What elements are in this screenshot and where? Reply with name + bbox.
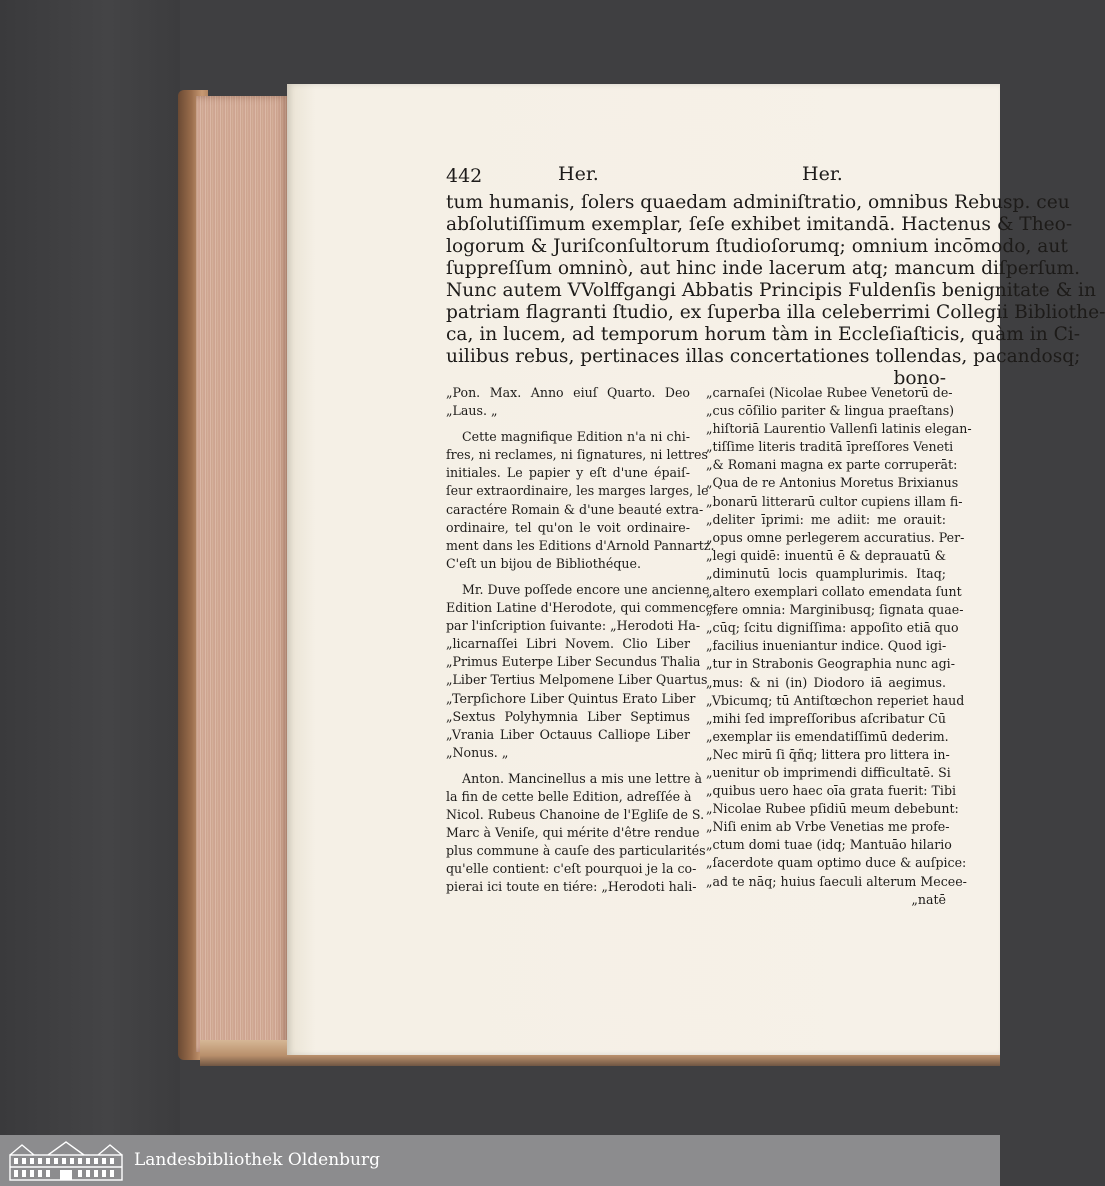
text-line: „licarnaſſei Libri Novem. Clio Liber [446, 636, 690, 652]
text-line: „Sextus Polyhymnia Liber Septimus [446, 708, 690, 724]
library-building-logo [8, 1139, 124, 1182]
text-line: plus commune à cauſe des particularités [446, 843, 706, 859]
text-line: Marc à Veniſe, qui mérite d'être rendue [446, 825, 700, 841]
main-line: tum humanis, ſolers quaedam adminiſtratio, omnibus Rebusp. ceu [446, 192, 1070, 213]
main-line: abſolutiſſimum exemplar, ſeſe exhibet imitandā. Hactenus & Theo- [446, 214, 1073, 235]
text-line: „Vbicumq; tū Antiſtœchon reperiet haud [706, 692, 965, 708]
text-line: pierai ici toute en tiére: „Herodoti hali- [446, 879, 697, 895]
library-name: Landesbibliothek Oldenburg [134, 1150, 381, 1170]
text-line: „quibus uero haec oīa grata fuerit: Tibi [706, 783, 957, 799]
text-line: Mr. Duve poſſede encore une ancienne [462, 581, 710, 597]
paragraph [446, 384, 690, 420]
text-line: „Nec mirū ſi q̄ñq; littera pro littera in- [706, 746, 950, 762]
text-line: „legi quidē: inuentū ē & deprauatū & [706, 547, 946, 563]
text-line: „ctum domi tuae (idq; Mantuāo hilario [706, 837, 952, 853]
text-line: „& Romani magna ex parte corruperāt: [706, 457, 958, 473]
text-line: „Vrania Liber Octauus Calliope Liber [446, 726, 690, 742]
paragraph [446, 581, 714, 762]
main-line: patriam flagranti ſtudio, ex ſuperba illa celeberrimi Collegii Bibliothe- [446, 302, 1105, 323]
text-line: „altero exemplari collato emendata ſunt [706, 584, 962, 600]
text-line: „Niſi enim ab Vrbe Venetias me profe- [706, 819, 950, 835]
text-line: par l'inſcription ſuivante: „Herodoti Ha- [446, 618, 701, 634]
page-number: 442 [446, 165, 483, 187]
text-line: „fere omnia: Marginibusq; ſignata quae- [706, 602, 964, 618]
text-line: la fin de cette belle Edition, adreſſée à [446, 788, 692, 804]
text-line: Anton. Mancinellus a mis une lettre à [462, 770, 702, 786]
main-text-block [446, 192, 1105, 390]
text-line: „diminutū locis quamplurimis. Itaq; [706, 565, 946, 581]
catchword: „natē [911, 891, 946, 907]
running-head-left: Her. [558, 163, 599, 185]
footer-bar [0, 1135, 1000, 1186]
main-line: ca, in lucem, ad temporum horum tàm in Eccleſiaſticis, quàm in Ci- [446, 324, 1081, 345]
text-line: „cus cōſilio pariter & lingua praeſtans) [706, 403, 955, 419]
main-line-catchword: bono- [893, 368, 946, 389]
text-line: „Laus. „ [446, 403, 498, 419]
text-line: „Qua de re Antonius Moretus Brixianus [706, 475, 959, 491]
text-line: „hiſtoriā Laurentio Vallenſi latinis elegan- [706, 421, 972, 437]
paragraph [446, 770, 706, 897]
dark-background [0, 0, 180, 1135]
text-line: qu'elle contient: c'eſt pourquoi je la co- [446, 861, 697, 877]
main-line: logorum & Juriſconſultorum ſtudioſorumq; omnium incōmodo, aut [446, 236, 1068, 257]
text-line: caractére Romain & d'une beauté extra- [446, 501, 704, 517]
text-line: „ad te nāq; huius ſaeculi alterum Mecee- [706, 873, 967, 889]
text-line: „Pon. Max. Anno eiuſ Quarto. Deo [446, 385, 690, 400]
text-line: „Terpſichore Liber Quintus Erato Liber [446, 690, 696, 706]
main-line: Nunc autem VVolffgangi Abbatis Principis Fuldenſis benignitate & in [446, 280, 1096, 301]
text-line: „tur in Strabonis Geographia nunc agi- [706, 656, 955, 672]
text-line: „Liber Tertius Melpomene Liber Quartus [446, 672, 708, 688]
text-line: „Primus Euterpe Liber Secundus Thalia [446, 654, 701, 670]
text-line: ſeur extraordinaire, les marges larges, le [446, 483, 709, 499]
text-line: ment dans les Editions d'Arnold Pannartz. [446, 537, 715, 553]
running-head-right: Her. [802, 163, 843, 185]
text-line: „uenitur ob imprimendi difficultatē. Si [706, 764, 951, 780]
text-line: „Nonus. „ [446, 744, 509, 760]
text-line: „tiſſime literis traditā īpreſſores Veneti [706, 439, 954, 455]
text-line: Nicol. Rubeus Chanoine de l'Egliſe de S. [446, 807, 705, 823]
text-line: fres, ni reclames, ni ſignatures, ni lettres [446, 447, 708, 463]
text-line: „mihi ſed impreſſoribus aſcribatur Cū [706, 710, 946, 726]
paragraph [446, 428, 715, 573]
text-line: „bonarū litterarū cultor cupiens illam fi- [706, 493, 963, 509]
text-line: ordinaire, tel qu'on le voit ordinaire- [446, 519, 690, 535]
text-line: „carnaſei (Nicolae Rubee Venetorū de- [706, 385, 953, 400]
left-column [446, 384, 715, 905]
text-line: Edition Latine d'Herodote, qui commence [446, 600, 714, 616]
right-column [706, 384, 972, 917]
text-line: „exemplar iis emendatiſſimū dederim. [706, 728, 949, 744]
page-edges [196, 96, 288, 1052]
text-line: „facilius inueniantur indice. Quod igi- [706, 638, 947, 654]
text-line: „opus omne perlegerem accuratius. Per- [706, 529, 965, 545]
text-line: „ſacerdote quam optimo duce & auſpice: [706, 855, 967, 871]
text-line: initiales. Le papier y eſt d'une épaiſ- [446, 465, 690, 481]
text-line: Cette magnifique Edition n'a ni chi- [462, 429, 690, 445]
text-line: „mus: & ni (in) Diodoro iā aegimus. [706, 674, 946, 690]
main-line: uilibus rebus, pertinaces illas concertationes tollendas, pacandosq; [446, 346, 1081, 367]
text-line: „deliter īprimi: me adiit: me orauit: [706, 511, 946, 527]
text-line: C'eſt un bijou de Bibliothéque. [446, 555, 641, 571]
text-line: „cūq; ſcitu digniſſima: appoſito etiā quo [706, 620, 959, 636]
text-line: „Nicolae Rubee pſidiū meum debebunt: [706, 801, 959, 817]
main-line: ſuppreſſum omninò, aut hinc inde lacerum atq; mancum diſperſum. [446, 258, 1081, 279]
paragraph [706, 384, 972, 909]
